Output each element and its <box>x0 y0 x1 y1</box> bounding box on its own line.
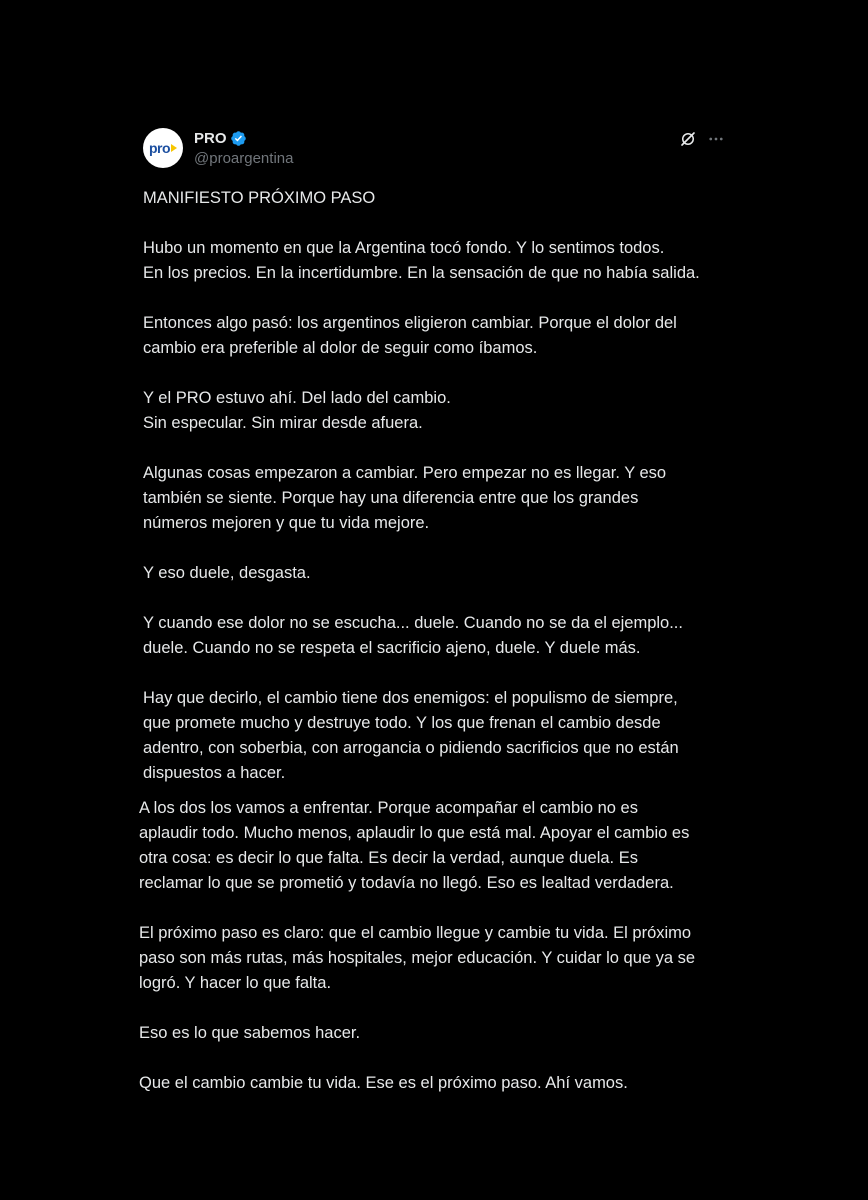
post-paragraph: Entonces algo pasó: los argentinos eligieron cambiar. Porque el dolor del cambio era preferible al dolor de seguir como íbamos. <box>143 314 677 357</box>
verified-badge-icon <box>230 130 247 147</box>
post-paragraph: Hay que decirlo, el cambio tiene dos enemigos: el populismo de siempre, que promete mucho y destruye todo. Y los que frenan el cambio desde adentro, con soberbia, con arrogancia o pidiendo sacrificios que no están dispuestos a hacer. <box>143 689 679 782</box>
post-paragraph: Eso es lo que sabemos hacer. <box>139 1024 361 1042</box>
post-paragraph: Y cuando ese dolor no se escucha... duele. Cuando no se da el ejemplo... duele. Cuando no se respeta el sacrificio ajeno, duele. Y duele más. <box>143 614 683 657</box>
avatar-logo-text: pro <box>148 140 171 156</box>
post <box>139 126 743 1121</box>
post-paragraph: MANIFIESTO PRÓXIMO PASO <box>143 189 376 207</box>
post-paragraph: Hubo un momento en que la Argentina tocó fondo. Y lo sentimos todos. En los precios. En la incertidumbre. En la sensación de que no había salida. <box>143 239 700 282</box>
author-block <box>194 128 293 167</box>
post-header <box>143 126 743 170</box>
grok-icon[interactable] <box>679 130 697 148</box>
post-paragraph: Algunas cosas empezaron a cambiar. Pero empezar no es llegar. Y eso también se siente. Porque hay una diferencia entre que los grandes números mejoren y que tu vida mejore. <box>143 464 667 532</box>
post-actions <box>679 130 725 148</box>
post-paragraph: A los dos los vamos a enfrentar. Porque acompañar el cambio no es aplaudir todo. Mucho menos, aplaudir lo que está mal. Apoyar el cambio es otra cosa: es decir lo que falta. Es decir la verdad, aunque duela. Es reclamar lo que se prometió y todavía no llegó. Eso es lealtad verdadera. <box>139 799 690 892</box>
avatar[interactable] <box>143 128 183 168</box>
handle[interactable]: @proargentina <box>194 150 294 167</box>
name-row <box>194 128 293 148</box>
post-paragraph: Y eso duele, desgasta. <box>143 564 311 582</box>
post-paragraph: El próximo paso es claro: que el cambio llegue y cambie tu vida. El próximo paso son más rutas, más hospitales, mejor educación. Y cuidar lo que ya se logró. Y hacer lo que falta. <box>139 924 696 992</box>
post-paragraph: Y el PRO estuvo ahí. Del lado del cambio. Sin especular. Sin mirar desde afuera. <box>143 389 451 432</box>
post-text <box>139 186 743 1096</box>
more-icon[interactable] <box>707 130 725 148</box>
display-name[interactable]: PRO <box>194 129 227 147</box>
avatar-arrow-icon <box>171 144 177 152</box>
post-paragraph: Que el cambio cambie tu vida. Ese es el próximo paso. Ahí vamos. <box>139 1074 628 1092</box>
